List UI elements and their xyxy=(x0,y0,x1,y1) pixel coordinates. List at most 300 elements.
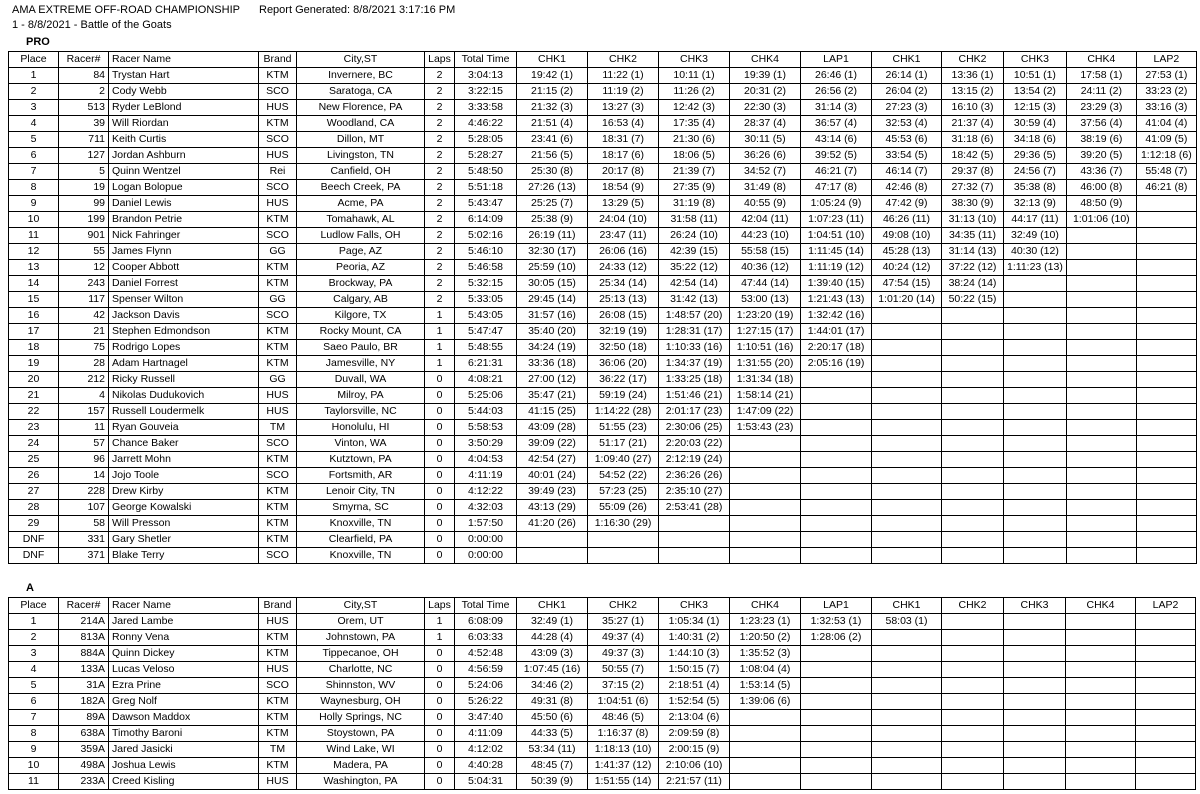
cell-laps: 1 xyxy=(425,614,455,630)
cell-lap1 xyxy=(801,516,872,532)
cell-place: 16 xyxy=(9,308,59,324)
cell-chk3-lap2 xyxy=(1004,340,1067,356)
cell-city-state: Waynesburg, OH xyxy=(297,694,425,710)
cell-chk4-lap2: 43:36 (7) xyxy=(1066,164,1136,180)
cell-chk4-lap2: 37:56 (4) xyxy=(1066,116,1136,132)
cell-chk1: 31:57 (16) xyxy=(517,308,588,324)
cell-lap2: 55:48 (7) xyxy=(1136,164,1196,180)
cell-laps: 0 xyxy=(425,774,455,790)
cell-chk4: 40:36 (12) xyxy=(730,260,801,276)
cell-racer-name: Nikolas Dudukovich xyxy=(109,388,259,404)
header-laps: Laps xyxy=(425,52,455,68)
cell-racer-name: Rodrigo Lopes xyxy=(109,340,259,356)
cell-chk4-lap2 xyxy=(1066,420,1136,436)
header-chk4-lap2: CHK4 xyxy=(1066,598,1136,614)
cell-chk1-lap2 xyxy=(872,404,942,420)
cell-chk1: 19:42 (1) xyxy=(517,68,588,84)
cell-racer-name: Joshua Lewis xyxy=(109,758,259,774)
cell-chk3: 27:35 (9) xyxy=(659,180,730,196)
cell-brand: KTM xyxy=(259,260,297,276)
cell-chk2: 16:53 (4) xyxy=(588,116,659,132)
cell-laps: 2 xyxy=(425,228,455,244)
cell-chk4: 1:23:23 (1) xyxy=(730,614,801,630)
cell-chk2: 18:17 (6) xyxy=(588,148,659,164)
cell-chk2: 11:19 (2) xyxy=(588,84,659,100)
table-row xyxy=(9,404,1197,420)
cell-chk1: 39:49 (23) xyxy=(517,484,588,500)
cell-lap2 xyxy=(1136,388,1196,404)
table-row xyxy=(9,436,1197,452)
cell-chk3: 26:24 (10) xyxy=(659,228,730,244)
cell-chk3: 31:19 (8) xyxy=(659,196,730,212)
cell-chk3-lap2 xyxy=(1004,388,1067,404)
cell-place: 8 xyxy=(9,180,59,196)
table-row xyxy=(9,662,1196,678)
cell-city-state: Milroy, PA xyxy=(297,388,425,404)
table-row xyxy=(9,372,1197,388)
cell-chk4-lap2 xyxy=(1066,356,1136,372)
cell-chk3: 1:44:10 (3) xyxy=(659,646,730,662)
header-place: Place xyxy=(9,52,59,68)
cell-racer-name: Keith Curtis xyxy=(109,132,259,148)
cell-chk4: 20:31 (2) xyxy=(730,84,801,100)
cell-racer-number: 84 xyxy=(59,68,109,84)
cell-total-time: 5:51:18 xyxy=(455,180,517,196)
table-row xyxy=(9,468,1197,484)
cell-place: 7 xyxy=(9,710,59,726)
cell-laps: 1 xyxy=(425,340,455,356)
cell-total-time: 5:33:05 xyxy=(455,292,517,308)
cell-chk2-lap2 xyxy=(942,710,1004,726)
cell-lap2 xyxy=(1136,324,1196,340)
cell-place: 2 xyxy=(9,630,59,646)
cell-total-time: 5:46:58 xyxy=(455,260,517,276)
cell-chk2: 26:06 (16) xyxy=(588,244,659,260)
cell-chk3-lap2 xyxy=(1004,662,1066,678)
cell-chk2: 1:04:51 (6) xyxy=(588,694,659,710)
cell-lap1 xyxy=(801,436,872,452)
cell-chk1: 23:41 (6) xyxy=(517,132,588,148)
header-place: Place xyxy=(9,598,59,614)
cell-chk2-lap2 xyxy=(942,452,1004,468)
table-row xyxy=(9,484,1197,500)
cell-chk3: 31:58 (11) xyxy=(659,212,730,228)
cell-chk1-lap2 xyxy=(872,420,942,436)
cell-brand: HUS xyxy=(259,196,297,212)
cell-place: 23 xyxy=(9,420,59,436)
cell-chk1 xyxy=(517,548,588,564)
cell-lap1: 26:56 (2) xyxy=(801,84,872,100)
cell-brand: KTM xyxy=(259,324,297,340)
cell-place: 22 xyxy=(9,404,59,420)
cell-chk3-lap2: 32:13 (9) xyxy=(1004,196,1067,212)
cell-place: 10 xyxy=(9,212,59,228)
cell-lap2 xyxy=(1136,694,1196,710)
header-chk4-lap2: CHK4 xyxy=(1066,52,1136,68)
cell-chk4-lap2 xyxy=(1066,742,1136,758)
cell-lap2 xyxy=(1136,646,1196,662)
table-row xyxy=(9,180,1197,196)
cell-chk2: 20:17 (8) xyxy=(588,164,659,180)
cell-chk3-lap2: 40:30 (12) xyxy=(1004,244,1067,260)
cell-brand: KTM xyxy=(259,212,297,228)
cell-laps: 2 xyxy=(425,196,455,212)
cell-chk1: 25:25 (7) xyxy=(517,196,588,212)
cell-chk3-lap2 xyxy=(1004,468,1067,484)
cell-chk1-lap2 xyxy=(872,710,942,726)
cell-total-time: 6:21:31 xyxy=(455,356,517,372)
cell-total-time: 3:33:58 xyxy=(455,100,517,116)
cell-chk2-lap2 xyxy=(942,516,1004,532)
cell-total-time: 1:57:50 xyxy=(455,516,517,532)
cell-laps: 0 xyxy=(425,468,455,484)
cell-racer-number: 28 xyxy=(59,356,109,372)
cell-chk2-lap2 xyxy=(942,662,1004,678)
cell-chk1-lap2 xyxy=(872,436,942,452)
cell-chk2-lap2 xyxy=(942,758,1004,774)
cell-chk3: 10:11 (1) xyxy=(659,68,730,84)
cell-laps: 2 xyxy=(425,244,455,260)
cell-chk2-lap2 xyxy=(942,774,1004,790)
cell-chk1: 41:15 (25) xyxy=(517,404,588,420)
cell-chk3-lap2 xyxy=(1004,532,1067,548)
cell-racer-name: Ezra Prine xyxy=(109,678,259,694)
cell-chk3-lap2 xyxy=(1004,452,1067,468)
cell-laps: 1 xyxy=(425,356,455,372)
cell-chk2-lap2 xyxy=(942,548,1004,564)
cell-chk1-lap2 xyxy=(872,468,942,484)
cell-chk1-lap2: 33:54 (5) xyxy=(872,148,942,164)
cell-racer-name: Jojo Toole xyxy=(109,468,259,484)
cell-lap2 xyxy=(1136,726,1196,742)
cell-city-state: Saeo Paulo, BR xyxy=(297,340,425,356)
cell-lap1: 36:57 (4) xyxy=(801,116,872,132)
cell-city-state: Wind Lake, WI xyxy=(297,742,425,758)
cell-chk2: 1:09:40 (27) xyxy=(588,452,659,468)
cell-place: 9 xyxy=(9,742,59,758)
cell-lap2 xyxy=(1136,292,1196,308)
section-label-a: A xyxy=(26,582,34,594)
cell-lap1 xyxy=(801,710,872,726)
cell-chk1-lap2: 58:03 (1) xyxy=(872,614,942,630)
cell-racer-number: 58 xyxy=(59,516,109,532)
cell-lap1 xyxy=(801,372,872,388)
section-label-pro: PRO xyxy=(26,36,50,48)
cell-chk1: 21:56 (5) xyxy=(517,148,588,164)
cell-chk1-lap2 xyxy=(872,646,942,662)
cell-chk3: 2:36:26 (26) xyxy=(659,468,730,484)
cell-racer-name: Brandon Petrie xyxy=(109,212,259,228)
cell-chk4-lap2 xyxy=(1066,484,1136,500)
cell-place: 28 xyxy=(9,500,59,516)
cell-brand: KTM xyxy=(259,116,297,132)
header-chk3-lap2: CHK3 xyxy=(1004,598,1066,614)
cell-chk3: 2:30:06 (25) xyxy=(659,420,730,436)
header-row xyxy=(9,598,1196,614)
cell-racer-number: 2 xyxy=(59,84,109,100)
cell-brand: KTM xyxy=(259,758,297,774)
cell-laps: 2 xyxy=(425,68,455,84)
cell-chk2-lap2: 18:42 (5) xyxy=(942,148,1004,164)
cell-racer-number: 89A xyxy=(59,710,109,726)
cell-city-state: Dillon, MT xyxy=(297,132,425,148)
cell-total-time: 3:50:29 xyxy=(455,436,517,452)
cell-chk2-lap2: 13:15 (2) xyxy=(942,84,1004,100)
cell-chk2 xyxy=(588,548,659,564)
cell-city-state: Jamesville, NY xyxy=(297,356,425,372)
cell-chk2: 51:17 (21) xyxy=(588,436,659,452)
cell-chk2: 35:27 (1) xyxy=(588,614,659,630)
cell-city-state: Knoxville, TN xyxy=(297,516,425,532)
cell-chk4 xyxy=(730,726,801,742)
cell-chk1-lap2: 27:23 (3) xyxy=(872,100,942,116)
cell-laps: 0 xyxy=(425,532,455,548)
table-row xyxy=(9,388,1197,404)
cell-chk3-lap2 xyxy=(1004,614,1066,630)
cell-chk4-lap2 xyxy=(1066,388,1136,404)
cell-chk3-lap2: 13:54 (2) xyxy=(1004,84,1067,100)
cell-chk2-lap2: 13:36 (1) xyxy=(942,68,1004,84)
cell-racer-name: Daniel Lewis xyxy=(109,196,259,212)
cell-chk2-lap2 xyxy=(942,742,1004,758)
table-row xyxy=(9,726,1196,742)
cell-chk4: 1:35:52 (3) xyxy=(730,646,801,662)
cell-chk2-lap2: 29:37 (8) xyxy=(942,164,1004,180)
cell-lap2 xyxy=(1136,516,1196,532)
table-row xyxy=(9,164,1197,180)
cell-chk4-lap2 xyxy=(1066,436,1136,452)
cell-lap2 xyxy=(1136,356,1196,372)
cell-racer-number: 243 xyxy=(59,276,109,292)
cell-chk4: 1:20:50 (2) xyxy=(730,630,801,646)
cell-chk1: 1:07:45 (16) xyxy=(517,662,588,678)
cell-racer-number: 884A xyxy=(59,646,109,662)
table-row xyxy=(9,420,1197,436)
cell-racer-name: Jared Jasicki xyxy=(109,742,259,758)
cell-chk2-lap2 xyxy=(942,678,1004,694)
cell-lap2 xyxy=(1136,260,1196,276)
cell-racer-number: 96 xyxy=(59,452,109,468)
cell-chk4: 30:11 (5) xyxy=(730,132,801,148)
cell-brand: HUS xyxy=(259,100,297,116)
cell-racer-number: 117 xyxy=(59,292,109,308)
header-chk4: CHK4 xyxy=(730,598,801,614)
cell-racer-number: 233A xyxy=(59,774,109,790)
cell-city-state: Lenoir City, TN xyxy=(297,484,425,500)
cell-city-state: Calgary, AB xyxy=(297,292,425,308)
cell-brand: SCO xyxy=(259,468,297,484)
cell-chk2: 32:50 (18) xyxy=(588,340,659,356)
cell-chk3-lap2 xyxy=(1004,484,1067,500)
cell-chk1: 35:40 (20) xyxy=(517,324,588,340)
cell-chk1: 43:13 (29) xyxy=(517,500,588,516)
cell-chk3-lap2 xyxy=(1004,516,1067,532)
table-row xyxy=(9,694,1196,710)
cell-total-time: 5:26:22 xyxy=(455,694,517,710)
table-row xyxy=(9,646,1196,662)
cell-lap1: 1:39:40 (15) xyxy=(801,276,872,292)
cell-chk4-lap2: 23:29 (3) xyxy=(1066,100,1136,116)
cell-laps: 2 xyxy=(425,180,455,196)
cell-racer-number: 212 xyxy=(59,372,109,388)
cell-racer-number: 498A xyxy=(59,758,109,774)
cell-lap1: 1:21:43 (13) xyxy=(801,292,872,308)
cell-laps: 0 xyxy=(425,452,455,468)
cell-laps: 0 xyxy=(425,710,455,726)
cell-city-state: Madera, PA xyxy=(297,758,425,774)
cell-chk1: 48:45 (7) xyxy=(517,758,588,774)
cell-racer-name: Timothy Baroni xyxy=(109,726,259,742)
cell-chk3: 21:39 (7) xyxy=(659,164,730,180)
cell-racer-name: Ryan Gouveia xyxy=(109,420,259,436)
cell-chk2: 13:29 (5) xyxy=(588,196,659,212)
cell-chk3 xyxy=(659,548,730,564)
cell-chk3-lap2 xyxy=(1004,774,1066,790)
cell-lap1: 47:17 (8) xyxy=(801,180,872,196)
cell-racer-name: Adam Hartnagel xyxy=(109,356,259,372)
cell-chk2: 36:22 (17) xyxy=(588,372,659,388)
header-racer-number: Racer# xyxy=(59,52,109,68)
cell-place: 12 xyxy=(9,244,59,260)
cell-chk2-lap2 xyxy=(942,308,1004,324)
cell-racer-number: 133A xyxy=(59,662,109,678)
cell-lap1: 1:11:19 (12) xyxy=(801,260,872,276)
cell-racer-name: Quinn Dickey xyxy=(109,646,259,662)
cell-brand: KTM xyxy=(259,516,297,532)
cell-chk2: 49:37 (4) xyxy=(588,630,659,646)
cell-chk3-lap2 xyxy=(1004,548,1067,564)
cell-chk1-lap2: 26:04 (2) xyxy=(872,84,942,100)
cell-laps: 2 xyxy=(425,132,455,148)
cell-chk3: 1:10:33 (16) xyxy=(659,340,730,356)
cell-place: 19 xyxy=(9,356,59,372)
cell-chk4-lap2 xyxy=(1066,244,1136,260)
cell-place: 21 xyxy=(9,388,59,404)
cell-lap1 xyxy=(801,388,872,404)
cell-city-state: Woodland, CA xyxy=(297,116,425,132)
cell-lap2 xyxy=(1136,678,1196,694)
cell-city-state: Acme, PA xyxy=(297,196,425,212)
cell-lap1: 1:07:23 (11) xyxy=(801,212,872,228)
cell-racer-number: 11 xyxy=(59,420,109,436)
cell-chk3-lap2 xyxy=(1004,324,1067,340)
cell-chk2: 18:31 (7) xyxy=(588,132,659,148)
cell-total-time: 5:28:27 xyxy=(455,148,517,164)
cell-chk3-lap2 xyxy=(1004,630,1066,646)
cell-chk4-lap2 xyxy=(1066,500,1136,516)
cell-brand: KTM xyxy=(259,646,297,662)
cell-chk4: 1:39:06 (6) xyxy=(730,694,801,710)
cell-place: 6 xyxy=(9,148,59,164)
cell-chk2: 1:41:37 (12) xyxy=(588,758,659,774)
cell-chk3: 1:50:15 (7) xyxy=(659,662,730,678)
cell-place: 5 xyxy=(9,678,59,694)
table-row xyxy=(9,500,1197,516)
cell-city-state: Saratoga, CA xyxy=(297,84,425,100)
cell-chk2: 13:27 (3) xyxy=(588,100,659,116)
cell-chk4: 1:31:55 (20) xyxy=(730,356,801,372)
cell-chk2: 1:16:30 (29) xyxy=(588,516,659,532)
cell-chk4 xyxy=(730,516,801,532)
cell-total-time: 5:04:31 xyxy=(455,774,517,790)
cell-city-state: Peoria, AZ xyxy=(297,260,425,276)
cell-laps: 2 xyxy=(425,100,455,116)
cell-chk4 xyxy=(730,774,801,790)
cell-laps: 2 xyxy=(425,164,455,180)
cell-chk4: 22:30 (3) xyxy=(730,100,801,116)
cell-chk2-lap2: 38:24 (14) xyxy=(942,276,1004,292)
cell-chk4-lap2: 39:20 (5) xyxy=(1066,148,1136,164)
report-generated: Report Generated: 8/8/2021 3:17:16 PM xyxy=(259,4,456,16)
cell-chk3-lap2: 10:51 (1) xyxy=(1004,68,1067,84)
cell-chk3: 31:42 (13) xyxy=(659,292,730,308)
cell-total-time: 0:00:00 xyxy=(455,532,517,548)
cell-racer-name: James Flynn xyxy=(109,244,259,260)
cell-chk2-lap2: 31:18 (6) xyxy=(942,132,1004,148)
table-row xyxy=(9,132,1197,148)
cell-chk2-lap2 xyxy=(942,614,1004,630)
cell-chk4-lap2 xyxy=(1066,532,1136,548)
cell-chk3: 12:42 (3) xyxy=(659,100,730,116)
cell-city-state: Fortsmith, AR xyxy=(297,468,425,484)
cell-chk4-lap2 xyxy=(1066,308,1136,324)
cell-chk3-lap2 xyxy=(1004,646,1066,662)
cell-chk1: 35:47 (21) xyxy=(517,388,588,404)
cell-brand: KTM xyxy=(259,726,297,742)
cell-city-state: Duvall, WA xyxy=(297,372,425,388)
cell-racer-name: George Kowalski xyxy=(109,500,259,516)
cell-chk2-lap2: 16:10 (3) xyxy=(942,100,1004,116)
cell-racer-number: 4 xyxy=(59,388,109,404)
cell-chk3-lap2 xyxy=(1004,742,1066,758)
cell-chk3: 35:22 (12) xyxy=(659,260,730,276)
cell-laps: 0 xyxy=(425,436,455,452)
header-chk2: CHK2 xyxy=(588,598,659,614)
cell-brand: GG xyxy=(259,372,297,388)
cell-lap1 xyxy=(801,774,872,790)
header-chk2-lap2: CHK2 xyxy=(942,598,1004,614)
cell-chk2-lap2: 27:32 (7) xyxy=(942,180,1004,196)
cell-brand: TM xyxy=(259,420,297,436)
cell-laps: 0 xyxy=(425,678,455,694)
cell-chk1: 43:09 (3) xyxy=(517,646,588,662)
header-chk3-lap2: CHK3 xyxy=(1004,52,1067,68)
cell-chk3-lap2: 30:59 (4) xyxy=(1004,116,1067,132)
cell-chk1: 25:38 (9) xyxy=(517,212,588,228)
table-row xyxy=(9,614,1196,630)
cell-lap1 xyxy=(801,678,872,694)
header-total-time: Total Time xyxy=(455,598,517,614)
cell-racer-name: Cody Webb xyxy=(109,84,259,100)
cell-total-time: 5:02:16 xyxy=(455,228,517,244)
cell-racer-name: Jackson Davis xyxy=(109,308,259,324)
cell-brand: HUS xyxy=(259,404,297,420)
cell-chk3-lap2 xyxy=(1004,308,1067,324)
cell-racer-number: 42 xyxy=(59,308,109,324)
cell-total-time: 6:08:09 xyxy=(455,614,517,630)
cell-brand: GG xyxy=(259,244,297,260)
cell-chk1: 45:50 (6) xyxy=(517,710,588,726)
cell-chk4-lap2 xyxy=(1066,662,1136,678)
cell-brand: SCO xyxy=(259,180,297,196)
cell-chk3-lap2: 1:11:23 (13) xyxy=(1004,260,1067,276)
cell-lap1: 26:46 (1) xyxy=(801,68,872,84)
cell-chk3: 42:54 (14) xyxy=(659,276,730,292)
cell-chk3: 2:21:57 (11) xyxy=(659,774,730,790)
cell-brand: KTM xyxy=(259,500,297,516)
cell-chk4 xyxy=(730,452,801,468)
cell-laps: 2 xyxy=(425,148,455,164)
